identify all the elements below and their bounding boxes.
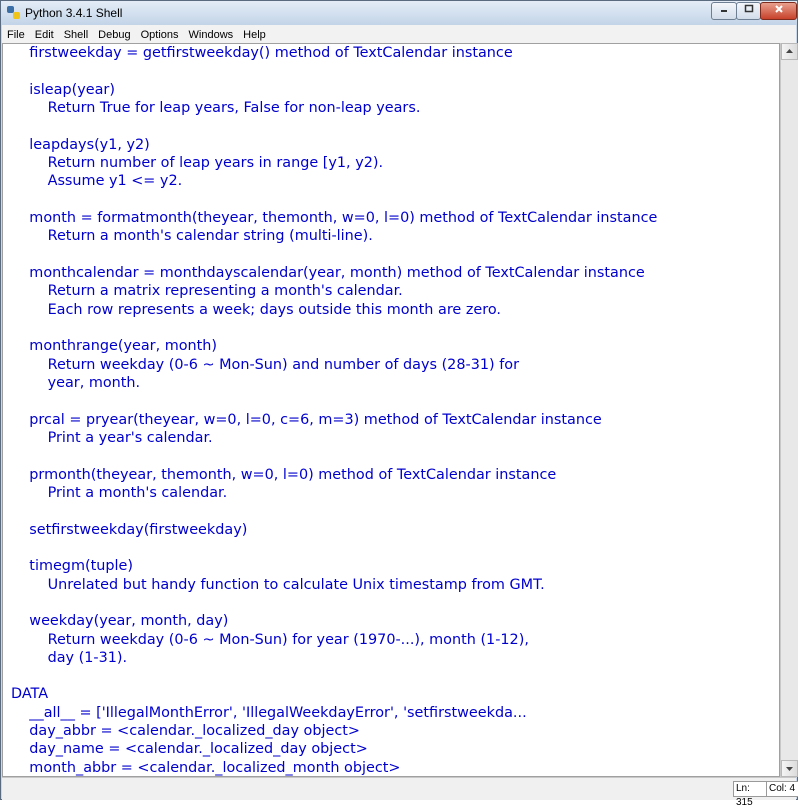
menu-windows[interactable]: Windows xyxy=(188,29,234,41)
vertical-scrollbar[interactable] xyxy=(780,43,798,777)
python-logo-icon xyxy=(6,5,21,20)
shell-line: prcal = pryear(theyear, w=0, l=0, c=6, m=3) method of TextCalendar instance xyxy=(11,411,602,428)
shell-line: Print a month's calendar. xyxy=(11,484,228,501)
shell-line: day (1-31). xyxy=(11,649,128,666)
minimize-button[interactable] xyxy=(711,2,737,20)
close-icon xyxy=(774,4,784,14)
chevron-up-icon xyxy=(782,44,797,59)
shell-line: day_abbr = <calendar._localized_day object> xyxy=(11,723,360,740)
shell-line: leapdays(y1, y2) xyxy=(11,136,150,153)
maximize-icon xyxy=(744,4,754,14)
menu-edit[interactable]: Edit xyxy=(34,29,54,41)
close-button[interactable] xyxy=(760,2,797,20)
shell-line: prmonth(theyear, themonth, w=0, l=0) method of TextCalendar instance xyxy=(11,466,557,483)
shell-line: monthcalendar = monthdayscalendar(year, month) method of TextCalendar instance xyxy=(11,264,645,281)
shell-line: timegm(tuple) xyxy=(11,558,133,575)
shell-line: year, month. xyxy=(11,374,141,391)
shell-line: DATA xyxy=(11,686,49,703)
shell-text-area[interactable] xyxy=(2,43,780,777)
menu-file[interactable]: File xyxy=(7,29,25,41)
shell-line: Print a year's calendar. xyxy=(11,429,213,446)
shell-line: Each row represents a week; days outside this month are zero. xyxy=(11,301,501,318)
shell-line: Return weekday (0-6 ~ Mon-Sun) and number of days (28-31) for xyxy=(11,356,519,373)
chevron-down-icon xyxy=(782,761,797,776)
shell-line: day_name = <calendar._localized_day object> xyxy=(11,741,368,758)
shell-line: Return number of leap years in range [y1, y2). xyxy=(11,154,384,171)
shell-line: setfirstweekday(firstweekday) xyxy=(11,521,248,538)
shell-line: Return True for leap years, False for non-leap years. xyxy=(11,99,421,116)
shell-output[interactable] xyxy=(11,44,657,777)
shell-line: month = formatmonth(theyear, themonth, w=0, l=0) method of TextCalendar instance xyxy=(11,209,658,226)
title-bar[interactable] xyxy=(1,1,797,25)
minimize-icon xyxy=(719,4,729,14)
shell-line: Assume y1 <= y2. xyxy=(11,173,183,190)
shell-line: firstweekday = getfirstweekday() method of TextCalendar instance xyxy=(11,45,513,61)
menu-options[interactable]: Options xyxy=(140,29,179,41)
menu-shell[interactable]: Shell xyxy=(63,29,89,41)
menu-debug[interactable]: Debug xyxy=(98,29,131,41)
menu-bar xyxy=(2,25,796,44)
window-title: Python 3.4.1 Shell xyxy=(25,6,123,20)
column-number: Col: 4 xyxy=(766,781,798,797)
shell-line: Return weekday (0-6 ~ Mon-Sun) for year (1970-...), month (1-12), xyxy=(11,631,529,648)
shell-line: isleap(year) xyxy=(11,81,115,98)
maximize-button[interactable] xyxy=(736,2,761,20)
scroll-up-button[interactable] xyxy=(781,43,798,60)
shell-line: __all__ = ['IllegalMonthError', 'IllegalWeekdayError', 'setfirstweekda... xyxy=(11,704,527,721)
line-number: Ln: 315 xyxy=(733,781,771,797)
shell-line: Unrelated but handy function to calculate Unix timestamp from GMT. xyxy=(11,576,545,593)
shell-line: month_abbr = <calendar._localized_month object> xyxy=(11,759,401,776)
shell-line: Return a month's calendar string (multi-line). xyxy=(11,228,373,245)
shell-line: weekday(year, month, day) xyxy=(11,613,229,630)
scroll-down-button[interactable] xyxy=(781,760,798,777)
status-bar xyxy=(2,777,796,808)
shell-line: Return a matrix representing a month's calendar. xyxy=(11,283,403,300)
shell-line: monthrange(year, month) xyxy=(11,338,218,355)
menu-help[interactable]: Help xyxy=(243,29,266,41)
